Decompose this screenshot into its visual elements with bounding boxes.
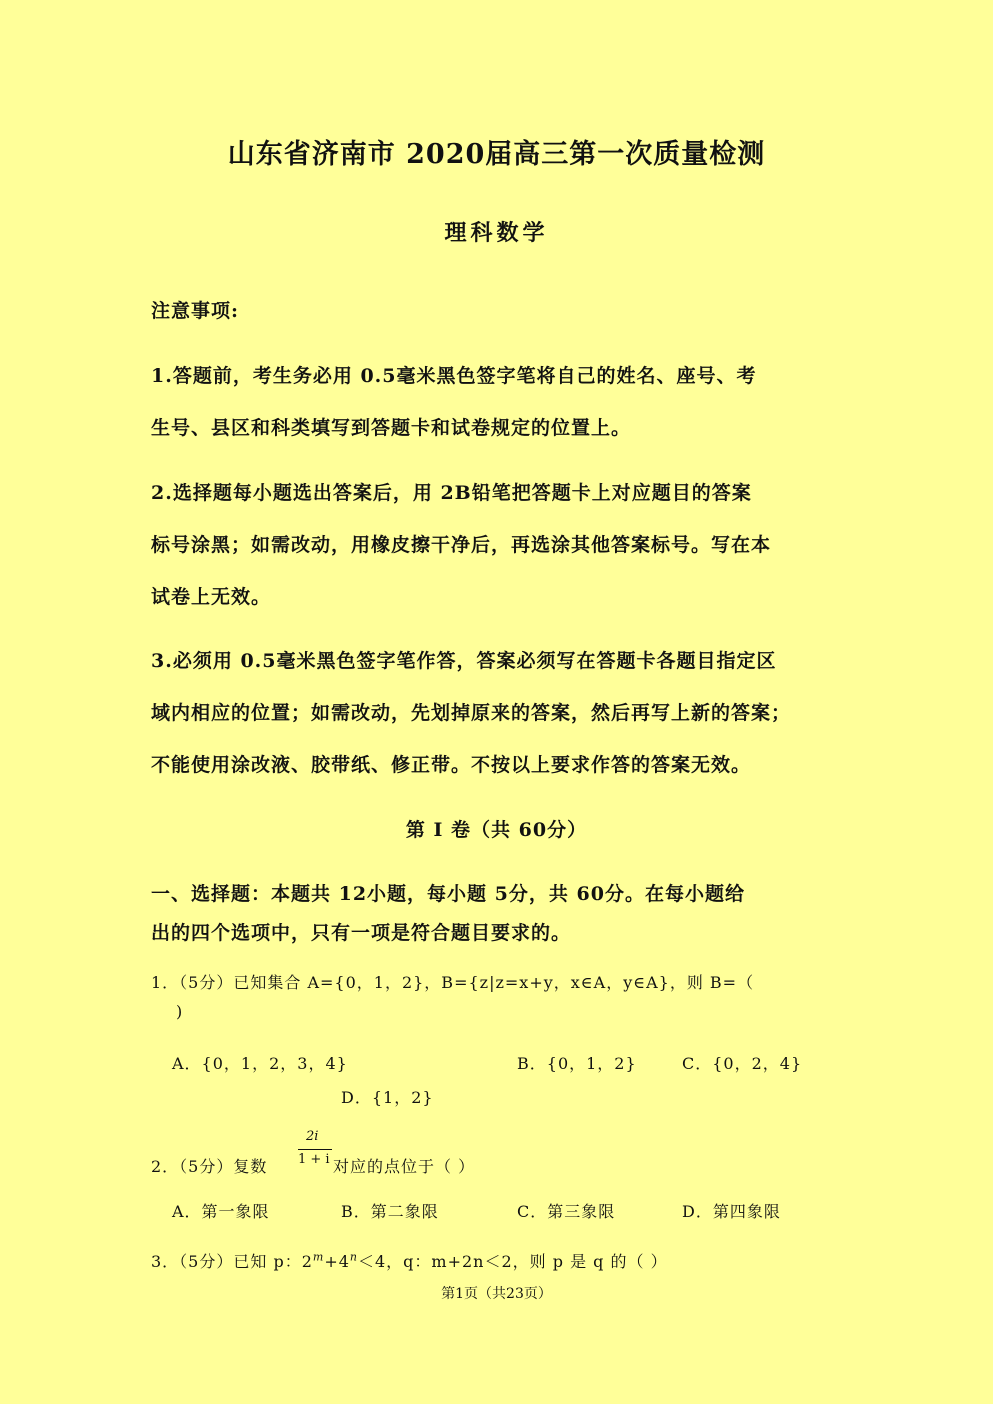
q2-stem-prefix: 2．（5分）复数 bbox=[151, 1157, 268, 1176]
section-intro-line1: 一、选择题：本题共 12小题，每小题 5分，共 60分。在每小题给 bbox=[151, 883, 745, 905]
section-heading: 第 I 卷（共 60分） bbox=[405, 819, 588, 841]
q2-fraction-denominator: 1 + i bbox=[298, 1152, 330, 1167]
q2-option-b: B．第二象限 bbox=[341, 1202, 439, 1221]
q2-option-a: A．第一象限 bbox=[172, 1202, 270, 1221]
q3-stem-prefix: 3．（5分）已知 p：2 bbox=[151, 1252, 313, 1271]
q3-stem-suffix: ＜4，q：m+2n＜2，则 p 是 q 的（ ） bbox=[358, 1252, 668, 1271]
q2-option-c: C．第三象限 bbox=[517, 1202, 616, 1221]
q2-fraction-bar bbox=[298, 1149, 332, 1150]
q2-fraction-numerator: 2i bbox=[306, 1129, 319, 1144]
q2-option-d: D．第四象限 bbox=[682, 1202, 781, 1221]
page-title: 山东省济南市 2020届高三第一次质量检测 bbox=[227, 139, 766, 170]
notice-item3-line1: 3.必须用 0.5毫米黑色签字笔作答，答案必须写在答题卡各题目指定区 bbox=[151, 650, 777, 672]
page-footer: 第1页（共23页） bbox=[441, 1286, 552, 1302]
q2-stem-suffix: 对应的点位于（ ） bbox=[333, 1157, 476, 1176]
notice-heading: 注意事项: bbox=[151, 300, 240, 322]
q3-sup-m: m bbox=[312, 1250, 325, 1264]
q3-mid: +4 bbox=[324, 1252, 350, 1271]
notice-item1-line2: 生号、县区和科类填写到答题卡和试卷规定的位置上。 bbox=[151, 417, 632, 439]
q1-stem: 1．（5分）已知集合 A={0，1，2}，B={z|z=x+y，x∈A，y∈A}，则 B=（ bbox=[151, 973, 755, 992]
notice-item2-line3: 试卷上无效。 bbox=[151, 586, 272, 608]
q1-option-d: D．{1，2} bbox=[341, 1088, 434, 1107]
q1-option-c: C．{0，2，4} bbox=[682, 1054, 803, 1073]
q1-option-a: A．{0，1，2，3，4} bbox=[172, 1054, 348, 1073]
q1-option-b: B．{0，1，2} bbox=[517, 1054, 637, 1073]
notice-item3-line3: 不能使用涂改液、胶带纸、修正带。不按以上要求作答的答案无效。 bbox=[151, 754, 752, 776]
notice-item3-line2: 域内相应的位置；如需改动，先划掉原来的答案，然后再写上新的答案； bbox=[151, 702, 792, 724]
notice-item1-line1: 1.答题前，考生务必用 0.5毫米黑色签字笔将自己的姓名、座号、考 bbox=[151, 365, 757, 387]
q3-stem bbox=[151, 1249, 668, 1272]
section-intro-line2: 出的四个选项中，只有一项是符合题目要求的。 bbox=[151, 922, 572, 944]
q3-sup-n: n bbox=[349, 1250, 358, 1264]
q1-stem-end: ) bbox=[176, 1002, 184, 1021]
page-subtitle: 理科数学 bbox=[444, 220, 549, 246]
notice-item2-line2: 标号涂黑；如需改动，用橡皮擦干净后，再选涂其他答案标号。写在本 bbox=[151, 534, 772, 556]
notice-item2-line1: 2.选择题每小题选出答案后，用 2B铅笔把答题卡上对应题目的答案 bbox=[151, 482, 752, 504]
